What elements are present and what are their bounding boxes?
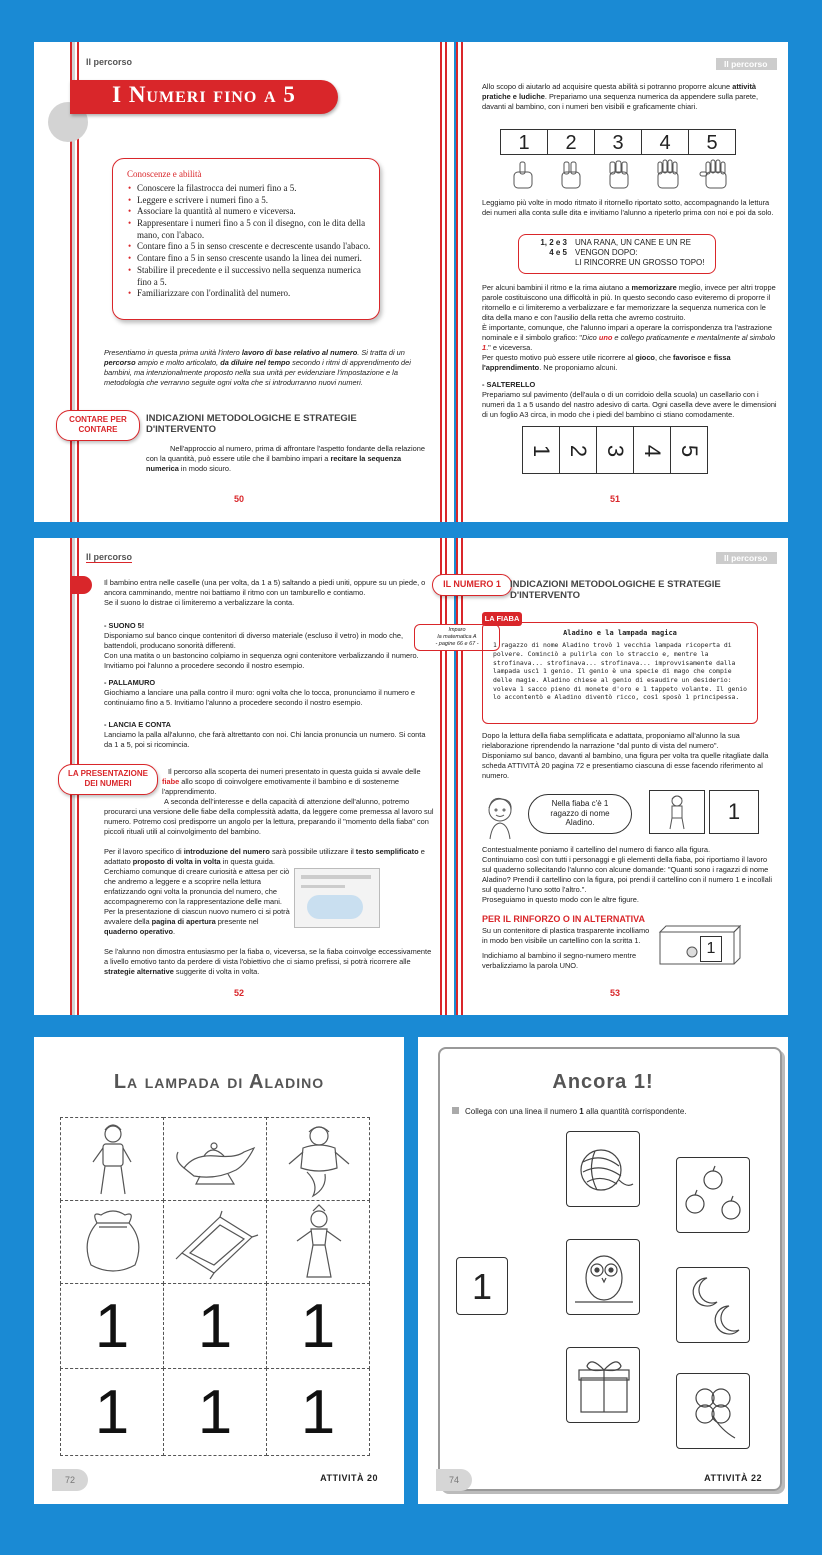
clover-icon — [677, 1374, 751, 1450]
sack-icon — [61, 1201, 165, 1285]
page-title: I Numeri fino a 5 — [112, 82, 296, 107]
pres-paragraph-4: Cerchiamo comunque di creare curiosità e attesa per ciò che andremo a leggere e a scoprire nella lettura enfatizzando ogni volta la pronuncia del numero, che accompagneremo con la rappresentazione delle mani. Per la presentazione di ciascun nuovo numero ci si potrà avvalere della pagina di apertura presente nel quaderno operativo. — [104, 867, 290, 936]
quantity-card — [566, 1131, 640, 1207]
hand-icon — [700, 160, 726, 188]
margin-line — [461, 42, 463, 522]
quantity-card — [676, 1267, 750, 1343]
rhyme-line: VENGON DOPO: — [575, 248, 638, 257]
pallamuro-paragraph: Giochiamo a lanciare una palla contro il muro: ogni volta che lo tocca, pronunciamo il numero e continuiamo fino a 5. Invitiamo l'alunno a procedere secondo il nostro esempio. — [104, 688, 415, 707]
knowledge-title: Conoscenze e abilità — [127, 169, 202, 179]
number-cell: 4 — [641, 129, 689, 155]
floor-grid — [522, 426, 712, 474]
floor-cell: 1 — [522, 426, 560, 474]
list-item: • Conoscere la filastrocca dei numeri fino a 5. — [137, 183, 371, 195]
book-thumbnail — [294, 868, 380, 928]
list-item: • Associare la quantità al numero e viceversa. — [137, 206, 371, 218]
rhyme-numbers: 4 e 5 — [549, 248, 567, 257]
number-cell: 3 — [594, 129, 642, 155]
lancia-paragraph: Lanciamo la palla all'alunno, che farà altrettanto con noi. Chi lancia pronuncia un numero. Si conta da 1 a 5, poi si ricomincia. — [104, 730, 426, 749]
list-item: • Familiarizzare con l'ordinalità del numero. — [137, 288, 371, 300]
pallamuro-title: - PALLAMURO — [104, 678, 156, 687]
number-card: 1 — [163, 1368, 267, 1456]
moons-icon — [677, 1268, 751, 1344]
body-paragraph: Nell'approccio al numero, prima di affrontare l'aspetto fondante della relazione con la quantità, può essere utile che il bambino impari a recitare la sequenza numerica in modo sicuro. — [146, 444, 425, 473]
quantity-card — [676, 1157, 750, 1233]
paragraph-2: Leggiamo più volte in modo ritmato il ritornello riportato sotto, accompagnando la lettura dei numeri alla conta sulle dita e invitiamo l'alunno a ripeterlo prima con noi e poi da solo. — [482, 198, 774, 217]
page-number: 74 — [436, 1469, 472, 1491]
page-51 — [458, 42, 788, 522]
lamp-icon — [164, 1118, 268, 1202]
hand-icon — [658, 160, 678, 188]
cut-card — [163, 1117, 267, 1201]
activity-label: ATTIVITÀ 20 — [320, 1473, 378, 1483]
activity-title: Ancora 1! — [552, 1071, 654, 1093]
margin-line — [456, 538, 458, 1015]
number-strip — [500, 129, 740, 155]
quantity-card — [566, 1239, 640, 1315]
page-53 — [435, 538, 788, 1015]
cut-card — [266, 1200, 370, 1284]
side-label-numero-1: IL NUMERO 1 — [432, 574, 512, 596]
intro-paragraph: Presentiamo in questa prima unità l'intero lavoro di base relativo al numero. Si tratta di un percorso ampio e molto articolato, da diluire nel tempo secondo i ritmi di apprendimento dei bambini, ma intenzionalmente proposto nella sua unità per evidenziare l'impostazione e la metodologia che verranno seguite ogni volta che si introdurranno nuovi numeri. — [104, 348, 411, 387]
rhyme-numbers: 1, 2 e 3 — [540, 238, 567, 247]
page-number: 51 — [610, 494, 621, 504]
floor-cell: 2 — [559, 426, 597, 474]
decor-tab — [70, 576, 92, 594]
floor-cell: 4 — [633, 426, 671, 474]
aladino-card — [649, 790, 705, 834]
section-title: INDICAZIONI METODOLOGICHE E STRATEGIE D'INTERVENTO — [510, 579, 721, 601]
fiaba-box — [482, 622, 758, 724]
side-label-presentazione: LA PRESENTAZIONE DEI NUMERI — [58, 764, 158, 795]
paragraph-5: Per questo motivo può essere utile ricorrere al gioco, che favorisce e fissa l'apprendimento. Ne proponiamo alcuni. — [482, 353, 731, 372]
running-header: Il percorso — [716, 58, 777, 70]
number-cell: 1 — [500, 129, 548, 155]
margin-line — [440, 42, 442, 522]
speech-bubble: Nella fiaba c'è 1 ragazzo di nome Aladino. — [528, 794, 632, 834]
number-cell: 2 — [547, 129, 595, 155]
page-number: 52 — [234, 988, 245, 998]
paragraph-4: È importante, comunque, che l'alunno impari a operare la corrispondenza tra l'astrazione nominale e il simbolo grafico: "Dico uno e collego praticamente e mentalmente al simbolo 1." e viceversa. — [482, 323, 776, 352]
rhyme-box — [518, 234, 716, 274]
margin-line — [456, 42, 458, 522]
activity-label: ATTIVITÀ 22 — [704, 1473, 762, 1483]
section-title: INDICAZIONI METODOLOGICHE E STRATEGIE D'INTERVENTO — [146, 413, 357, 435]
book-reference: Imparo la matematica A - pagine 66 e 67 - — [414, 624, 500, 651]
list-item: • Contare fino a 5 in senso crescente usando la linea dei numeri. — [137, 253, 371, 265]
container-number-card: 1 — [700, 936, 722, 962]
aladino-icon — [61, 1118, 165, 1202]
number-card: 1 — [266, 1368, 370, 1456]
list-item: • Contare fino a 5 in senso crescente e decrescente usando l'abaco. — [137, 241, 371, 253]
aladino-icon — [650, 791, 704, 833]
saltello-title: - SALTERELLO — [482, 380, 536, 389]
suono-paragraph: Disponiamo sul banco cinque contenitori di diverso materiale (escluso il vetro) in modo che, battendoli, producano sonorità differenti. Con una matita o un bastoncino colpiamo in sequenza ogni contenitore verbalizzando il numero. Invitiamo poi l'alunno a procedere secondo il nostro esempio. — [104, 631, 419, 670]
pres-paragraph-3: Per il lavoro specifico di introduzione del numero sarà possibile utilizzare il testo semplificato e adattato proposto di volta in volta in questa guida. — [104, 847, 425, 866]
number-card: 1 — [266, 1283, 370, 1369]
cut-card — [266, 1117, 370, 1201]
list-item: • Stabilire il precedente e il successivo nella sequenza numerica fino a 5. — [137, 265, 371, 288]
number-card: 1 — [163, 1283, 267, 1369]
list-item: • Rappresentare i numeri fino a 5 con il disegno, con le dita della mano, con l'abaco. — [137, 218, 371, 241]
fiaba-title: Aladino e la lampada magica — [563, 629, 677, 637]
suono-title: - SUONO 5! — [104, 621, 145, 630]
flying-carpet-icon — [164, 1201, 268, 1285]
page-74 — [418, 1037, 788, 1504]
rinforzo-paragraph-2: Indichiamo al bambino il segno-numero mentre verbalizziamo la parola UNO. — [482, 951, 637, 970]
knowledge-list — [127, 183, 371, 300]
hand-icon — [562, 162, 580, 188]
page-50 — [34, 42, 454, 522]
margin-line — [445, 538, 447, 1015]
floor-cell: 5 — [670, 426, 708, 474]
cut-card — [60, 1117, 164, 1201]
cut-card — [60, 1200, 164, 1284]
page-number: 53 — [610, 988, 621, 998]
pres-paragraph-5: Se l'alunno non dimostra entusiasmo per la fiaba o, viceversa, se la fiaba coinvolge eccessivamente a livello emotivo tanto da perdere di vista l'obiettivo che ci siamo prefissi, si potrà ricorrere alle strategie alternative suggerite di volta in volta. — [104, 947, 432, 976]
hand-icon — [610, 161, 628, 188]
margin-line — [461, 538, 463, 1015]
paragraph-1: Allo scopo di aiutarlo ad acquisire questa abilità si potranno proporre alcune attività pratiche e ludiche. Prepariamo una sequenza numerica da appendere sulla parete, davanti al bambino, con i numeri ben visibili e graficamente chiari. — [482, 82, 759, 111]
fiaba-text: 1 ragazzo di nome Aladino trovò 1 vecchia lampada ricoperta di polvere. Cominciò a pulirla con lo straccio e, mentre la strofinava... strofinava... strofinava... improvvisamente dalla lampada uscì 1 genio. Il genio è una specie di mago che compie delle magie. Aladino chiese al genio di esaudire un desiderio: voleva 1 sacco pieno di monete d'oro e 1 tappeto volante. Il genio lo accontentò e Aladino diventò ricco, così sposò 1 principessa. — [493, 641, 747, 702]
quantity-card — [566, 1347, 640, 1423]
margin-line — [440, 538, 442, 1015]
number-card: 1 — [60, 1283, 164, 1369]
side-label-contare: CONTARE PER CONTARE — [56, 410, 140, 441]
rhyme-line: UNA RANA, UN CANE E UN RE — [575, 238, 692, 247]
apples-icon — [677, 1158, 751, 1234]
running-header: Il percorso — [716, 552, 777, 564]
yarn-ball-icon — [567, 1132, 641, 1208]
instruction: Collega con una linea il numero 1 alla quantità corrispondente. — [452, 1107, 686, 1116]
genie-icon — [267, 1118, 371, 1202]
hand-count-illustration — [500, 158, 740, 194]
gift-icon — [567, 1348, 641, 1424]
paragraph-3: Per alcuni bambini il ritmo e la rima aiutano a memorizzare meglio, invece per altri troppe parole costituiscono una difficoltà in più. In questo secondo caso eviteremo di proporre il ritornello e ci limiteremo a verbalizzare e far memorizzare la sequenza numerica con le dita della mano e con l'ausilio della retta che avremo costruito. — [482, 283, 776, 322]
owl-icon — [567, 1240, 641, 1316]
number-card: 1 — [60, 1368, 164, 1456]
paragraph-1: Il bambino entra nelle caselle (una per volta, da 1 a 5) saltando a piedi uniti, oppure su un piede, o ancora camminando, mentre noi battiamo il ritmo con un tamburello e contiamo. Se il suono lo distrae ci limiteremo a verbalizzare la conta. — [104, 578, 426, 607]
child-illustration — [482, 794, 518, 840]
bullet-square-icon — [452, 1107, 459, 1114]
rhyme-line: LI RINCORRE UN GROSSO TOPO! — [575, 258, 705, 267]
pres-paragraph-1: Il percorso alla scoperta dei numeri presentato in questa guida si avvale delle fiabe allo scopo di coinvolgere emotivamente il bambino e di sostenerne l'apprendimento. — [162, 767, 421, 796]
page-number: 50 — [234, 494, 245, 504]
rinforzo-title: PER IL RINFORZO O IN ALTERNATIVA — [482, 914, 645, 924]
number-one-card: 1 — [456, 1257, 508, 1315]
paragraph-3: Contestualmente poniamo il cartellino del numero di fianco alla figura. Continuiamo così con tutti i personaggi e gli elementi della fiaba, poi riportiamo il lavoro sul quaderno sollecitando l'alunno con alcune domande: "Quanti sono i ragazzi di nome Aladino? Prendi il cartellino con la figura, poi prendi il cartellino con il numero 1 e incollali sul quaderno l'uno sotto l'altro.". Proseguiamo in questo modo con le altre figure. — [482, 845, 773, 904]
hand-icon — [514, 162, 532, 188]
margin-line — [445, 42, 447, 522]
number-card: 1 — [709, 790, 759, 834]
lancia-title: - LANCIA E CONTA — [104, 720, 171, 729]
page-number: 72 — [52, 1469, 88, 1491]
container-illustration — [652, 922, 744, 970]
list-item: • Leggere e scrivere i numeri fino a 5. — [137, 195, 371, 207]
floor-cell: 3 — [596, 426, 634, 474]
paragraph-2: Disponiamo sul banco, davanti al bambino, una figura per volta tra quelle ritagliate dalla scheda ATTIVITÀ 20 pagina 72 e presentiamo ciascuna di esse facendo riferimento al numero. — [482, 751, 769, 780]
knowledge-box — [112, 158, 380, 320]
saltello-paragraph: Prepariamo sul pavimento (dell'aula o di un corridoio della scuola) un casellario con i numeri da 1 a 5 usando del nastro adesivo di carta. Ogni casella deve avere le dimensioni di un foglio A3 circa, in modo che i piedi del bambino ci stiano comodamente. — [482, 390, 777, 419]
page-72 — [34, 1037, 404, 1504]
rinforzo-paragraph-1: Su un contenitore di plastica trasparente incolliamo in modo ben visibile un cartellino con la scritta 1. — [482, 926, 650, 945]
fiaba-tab: LA FIABA — [482, 612, 522, 626]
princess-icon — [267, 1201, 371, 1285]
paragraph-1: Dopo la lettura della fiaba semplificata e adattata, proponiamo all'alunno la sua rielaborazione riprendendo la narrazione "dal punto di vista del numero". — [482, 731, 740, 750]
page-52 — [34, 538, 454, 1015]
running-header: Il percorso — [86, 57, 133, 67]
running-header: Il percorso — [86, 552, 133, 562]
quantity-card — [676, 1373, 750, 1449]
pres-paragraph-2: A seconda dell'interesse e della capacità di attenzione dell'alunno, potremo procurarci una versione delle fiabe della complessità adatta, da leggere come premessa al lavoro sul numero. Potremo così predisporre un angolo per la lettura, preparando il "momento della fiaba" con piccoli rituali utili al coinvolgimento del bambino. — [104, 797, 434, 836]
activity-title: La lampada di Aladino — [113, 1071, 325, 1093]
cut-card — [163, 1200, 267, 1284]
number-cell: 5 — [688, 129, 736, 155]
